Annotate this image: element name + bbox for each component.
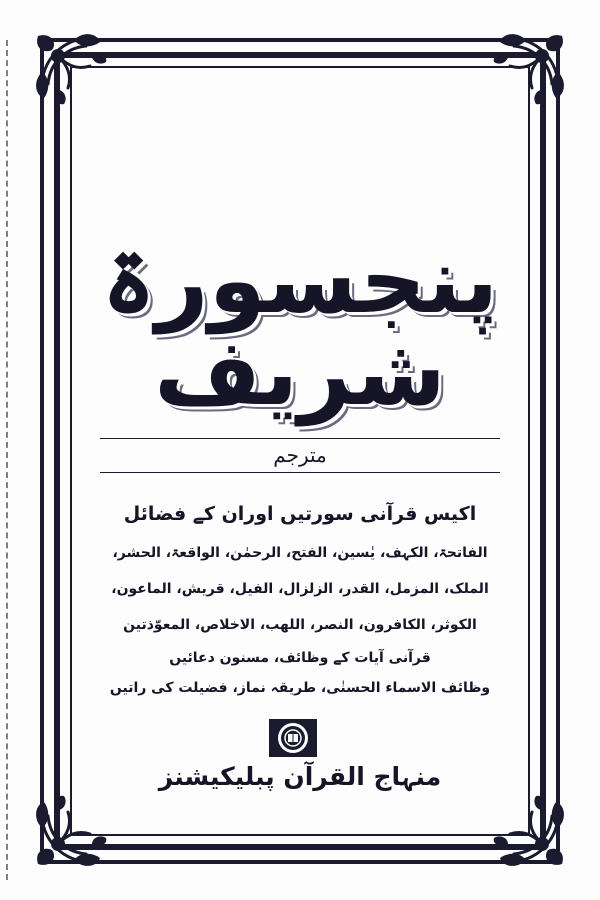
book-title: پنجسورۃ شریف xyxy=(101,227,499,426)
surah-list-line-2: الملک، المزمل، القدر، الزلزال، الفیل، قریش، الماعون، xyxy=(111,581,489,597)
subtitle-translated: مترجم xyxy=(240,441,360,469)
divider-bottom xyxy=(100,472,500,473)
corner-ornament-top-right-icon xyxy=(462,26,572,136)
contents-line-wazaif: قرآنی آیات کے وظائف، مسنون دعائیں xyxy=(169,650,431,666)
surah-list-line-3: الکوثر، الکافرون، النصر، اللھب، الاخلاص، المعوّذتین xyxy=(123,617,477,633)
contents-line-asma: وظائف الاسماء الحسنٰی، طریقہ نماز، فضیلت کی راتیں xyxy=(109,680,491,696)
publisher-name: منہاج القرآن پبلیکیشنز xyxy=(158,762,442,791)
minhaj-publications-emblem-icon xyxy=(268,718,318,758)
contents-heading: اکیس قرآنی سورتیں اوران کے فضائل xyxy=(123,503,477,525)
spine-edge xyxy=(6,40,10,880)
corner-ornament-top-left-icon xyxy=(28,26,138,136)
divider-top xyxy=(100,438,500,439)
surah-list-line-1: الفاتحۃ، الکہف، یٰسین، الفتح، الرحمٰن، الواقعۃ، الحشر، xyxy=(112,545,488,561)
